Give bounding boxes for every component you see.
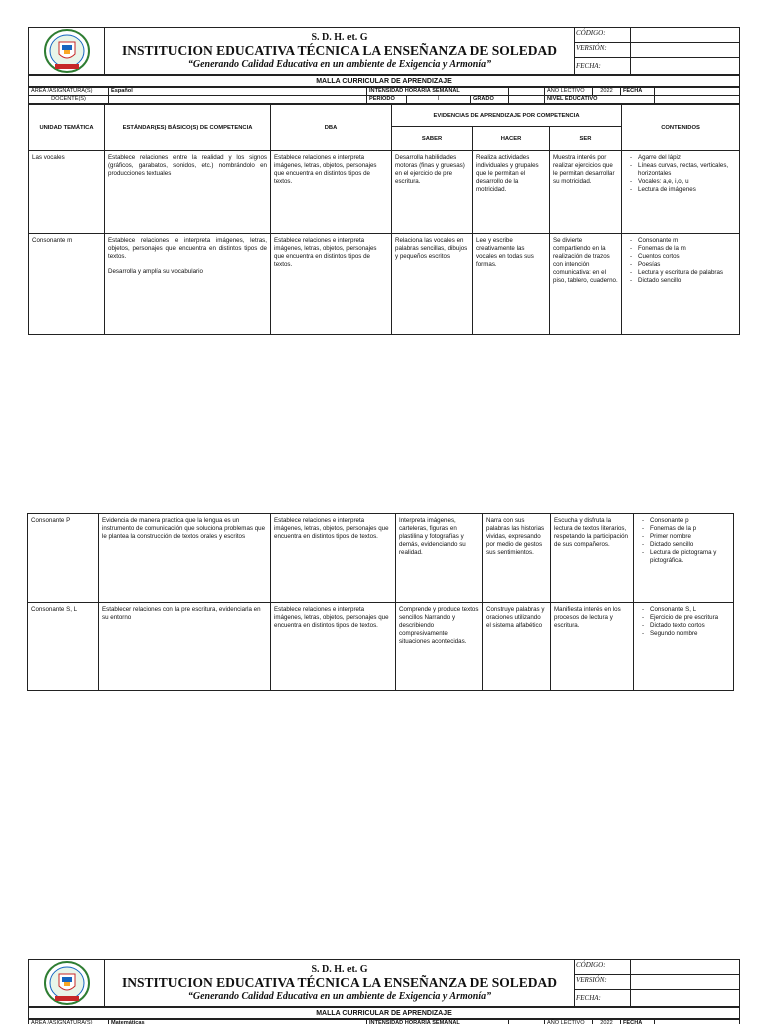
list-item: - Lectura y escritura de palabras bbox=[625, 269, 736, 277]
dba-cell: Establece relaciones e interpreta imágenes, letras, objetos, personajes que encuentra en distintos tipos de textos. bbox=[271, 603, 396, 691]
estandar-cell: Establecer relaciones con la pre escritura, evidenciarla en su entorno bbox=[99, 603, 271, 691]
contenidos-cell bbox=[622, 151, 740, 234]
list-item: - Poesías bbox=[625, 261, 736, 269]
list-item: - Consonante S, L bbox=[637, 606, 730, 614]
intensidad-value bbox=[509, 88, 545, 96]
page3-header bbox=[28, 959, 740, 1024]
saber-cell: Interpreta imágenes, carteleras, figuras en plastilina y fotografías y demás, evidenciando su realidad. bbox=[396, 514, 483, 603]
fecha-strip-value bbox=[655, 1020, 740, 1024]
list-item: - Cuentos cortos bbox=[625, 253, 736, 261]
dba-cell: Establece relaciones e interpreta imágenes, letras, objetos, personajes que encuentra en distintos tipos de textos. bbox=[271, 151, 392, 234]
docente-label: DOCENTE(S) bbox=[29, 96, 109, 104]
grado-label: GRADO bbox=[471, 96, 509, 104]
estandar-cell: Establece relaciones entre la realidad y los signos (gráficos, garabatos, sonidos, etc.) nombrándolo en producciones textuales bbox=[105, 151, 271, 234]
saber-cell: Comprende y produce textos sencillos Narrando y describiendo compresivamente situaciones acontecidas. bbox=[396, 603, 483, 691]
fecha-strip-label: FECHA bbox=[621, 1020, 655, 1024]
saber-cell: Relaciona las vocales en palabras sencillas, dibujos y pequeños escritos bbox=[392, 234, 473, 335]
codigo-label: CÓDIGO: bbox=[575, 960, 631, 975]
saber-cell: Desarrolla habilidades motoras (finas y gruesas) en el ejercicio de pre escritura. bbox=[392, 151, 473, 234]
estandar-text: Establece relaciones e interpreta imágenes, letras, objetos, personajes que encuentra en distintos tipos de textos. bbox=[108, 237, 267, 260]
col-evidencias: EVIDENCIAS DE APRENDIZAJE POR COMPETENCIA bbox=[392, 105, 622, 127]
list-item: - Líneas curvas, rectas, verticales, horizontales bbox=[625, 162, 736, 178]
unidad-cell: Consonante m bbox=[29, 234, 105, 335]
area-value: Español bbox=[109, 88, 367, 96]
sdh-text: S. D. H. et. G bbox=[311, 31, 368, 43]
codigo-value bbox=[631, 960, 740, 975]
version-label: VERSIÓN: bbox=[575, 43, 631, 58]
codigo-label: CÓDIGO: bbox=[575, 28, 631, 43]
col-saber: SABER bbox=[392, 127, 473, 151]
contenidos-cell bbox=[634, 603, 734, 691]
periodo-value: I bbox=[407, 96, 471, 104]
header-table-3 bbox=[28, 959, 740, 1007]
school-logo bbox=[43, 28, 91, 74]
hacer-cell: Realiza actividades individuales y grupales que le permitan el desarrollo de la motricidad. bbox=[473, 151, 550, 234]
curriculum-table-1 bbox=[28, 104, 740, 335]
estandar-cell bbox=[105, 234, 271, 335]
list-item: - Lectura de imágenes bbox=[625, 186, 736, 194]
col-unidad: UNIDAD TEMÁTICA bbox=[29, 105, 105, 151]
col-estandar: ESTÁNDAR(ES) BÁSICO(S) DE COMPETENCIA bbox=[105, 105, 271, 151]
logo-cell bbox=[29, 28, 105, 75]
hacer-cell: Lee y escribe creativamente las vocales en todas sus formas. bbox=[473, 234, 550, 335]
table-row bbox=[28, 514, 734, 603]
list-item: - Dictado sencillo bbox=[625, 277, 736, 285]
curriculum-table-2 bbox=[27, 513, 734, 691]
fecha-value bbox=[631, 990, 740, 1007]
col-ser: SER bbox=[550, 127, 622, 151]
dba-cell: Establece relaciones e interpreta imágenes, letras, objetos, personajes que encuentra en distintos tipos de textos. bbox=[271, 234, 392, 335]
ser-cell: Escucha y disfruta la lectura de textos literarios, respetando la participación de sus compañeros. bbox=[551, 514, 634, 603]
info-strip bbox=[28, 87, 740, 104]
contenidos-cell bbox=[634, 514, 734, 603]
area-label: AREA /ASIGNATURA(S) bbox=[29, 1020, 109, 1024]
periodo-label: PERIODO bbox=[367, 96, 407, 104]
list-item: - Fonemas de la p bbox=[637, 525, 730, 533]
area-value: Matemáticas bbox=[109, 1020, 367, 1024]
ser-cell: Muestra interés por realizar ejercicios que le permitan desarrollar su motricidad. bbox=[550, 151, 622, 234]
malla-title-table bbox=[28, 75, 740, 87]
list-item: - Fonemas de la m bbox=[625, 245, 736, 253]
nivel-label: NIVEL EDUCATIVO bbox=[545, 96, 655, 104]
intensidad-label: INTENSIDAD HORARIA SEMANAL bbox=[367, 88, 509, 96]
title-cell bbox=[105, 960, 575, 1007]
header-table bbox=[28, 27, 740, 75]
unidad-cell: Consonante P bbox=[28, 514, 99, 603]
institution-motto: “Generando Calidad Educativa en un ambiente de Exigencia y Armonía” bbox=[187, 990, 492, 1002]
table-row bbox=[28, 603, 734, 691]
ano-label: AÑO LECTIVO bbox=[545, 88, 593, 96]
col-hacer: HACER bbox=[473, 127, 550, 151]
list-item: - Lectura de pictograma y pictográfica. bbox=[637, 549, 730, 565]
list-item: - Consonante p bbox=[637, 517, 730, 525]
institution-motto: “Generando Calidad Educativa en un ambiente de Exigencia y Armonía” bbox=[187, 58, 492, 70]
list-item: - Dictado texto cortos bbox=[637, 622, 730, 630]
list-item: - Primer nombre bbox=[637, 533, 730, 541]
list-item: - Vocales: a,e, i,o, u bbox=[625, 178, 736, 186]
malla-title-table bbox=[28, 1007, 740, 1019]
codigo-value bbox=[631, 28, 740, 43]
col-contenidos: CONTENIDOS bbox=[622, 105, 740, 151]
col-dba: DBA bbox=[271, 105, 392, 151]
title-cell bbox=[105, 28, 575, 75]
grado-value bbox=[509, 96, 545, 104]
unidad-cell: Las vocales bbox=[29, 151, 105, 234]
version-label: VERSIÓN: bbox=[575, 975, 631, 990]
ser-cell: Se divierte compartiendo en la realización de trazos con intención comunicativa: en el piso, tablero, cuaderno. bbox=[550, 234, 622, 335]
ano-value: 2022 bbox=[593, 88, 621, 96]
list-item: - Dictado sencillo bbox=[637, 541, 730, 549]
ser-cell: Manifiesta interés en los procesos de lectura y escritura. bbox=[551, 603, 634, 691]
unidad-cell: Consonante S, L bbox=[28, 603, 99, 691]
list-item: - Ejercicio de pre escritura bbox=[637, 614, 730, 622]
table-row bbox=[29, 151, 740, 234]
table-row bbox=[29, 234, 740, 335]
fecha-value bbox=[631, 58, 740, 75]
ano-label: AÑO LECTIVO bbox=[545, 1020, 593, 1024]
intensidad-label: INTENSIDAD HORARIA SEMANAL bbox=[367, 1020, 509, 1024]
version-value bbox=[631, 975, 740, 990]
school-logo bbox=[43, 960, 91, 1006]
area-label: AREA /ASIGNATURA(S) bbox=[29, 88, 109, 96]
malla-title: MALLA CURRICULAR DE APRENDIZAJE bbox=[29, 76, 740, 87]
fecha-strip-value bbox=[655, 88, 740, 96]
malla-title: MALLA CURRICULAR DE APRENDIZAJE bbox=[29, 1008, 740, 1019]
page2-table-wrap bbox=[27, 513, 734, 691]
docente-value bbox=[109, 96, 367, 104]
nivel-value bbox=[655, 96, 740, 104]
estandar-cell: Evidencia de manera practica que la lengua es un instrumento de comunicación que soluciona problemas que le plantea la construcción de textos orales y escritos bbox=[99, 514, 271, 603]
estandar-text: Desarrolla y amplía su vocabulario bbox=[108, 268, 203, 275]
list-item: - Consonante m bbox=[625, 237, 736, 245]
dba-cell: Establece relaciones e interpreta imágenes, letras, objetos, personajes que encuentra en distintos tipos de textos. bbox=[271, 514, 396, 603]
info-strip bbox=[28, 1019, 740, 1024]
list-item: - Segundo nombre bbox=[637, 630, 730, 638]
list-item: - Agarre del lápiz bbox=[625, 154, 736, 162]
fecha-label: FECHA: bbox=[575, 58, 631, 75]
institution-name: INSTITUCION EDUCATIVA TÉCNICA LA ENSEÑANZA DE SOLEDAD bbox=[121, 42, 558, 58]
logo-cell bbox=[29, 960, 105, 1007]
version-value bbox=[631, 43, 740, 58]
fecha-strip-label: FECHA bbox=[621, 88, 655, 96]
intensidad-value bbox=[509, 1020, 545, 1024]
sdh-text: S. D. H. et. G bbox=[311, 963, 368, 975]
institution-name: INSTITUCION EDUCATIVA TÉCNICA LA ENSEÑANZA DE SOLEDAD bbox=[121, 974, 558, 990]
hacer-cell: Construye palabras y oraciones utilizando el sistema alfabético bbox=[483, 603, 551, 691]
fecha-label: FECHA: bbox=[575, 990, 631, 1007]
page1-header bbox=[28, 27, 740, 335]
contenidos-cell bbox=[622, 234, 740, 335]
ano-value: 2022 bbox=[593, 1020, 621, 1024]
hacer-cell: Narra con sus palabras las historias vividas, expresando por medio de gestos sus sentimientos. bbox=[483, 514, 551, 603]
